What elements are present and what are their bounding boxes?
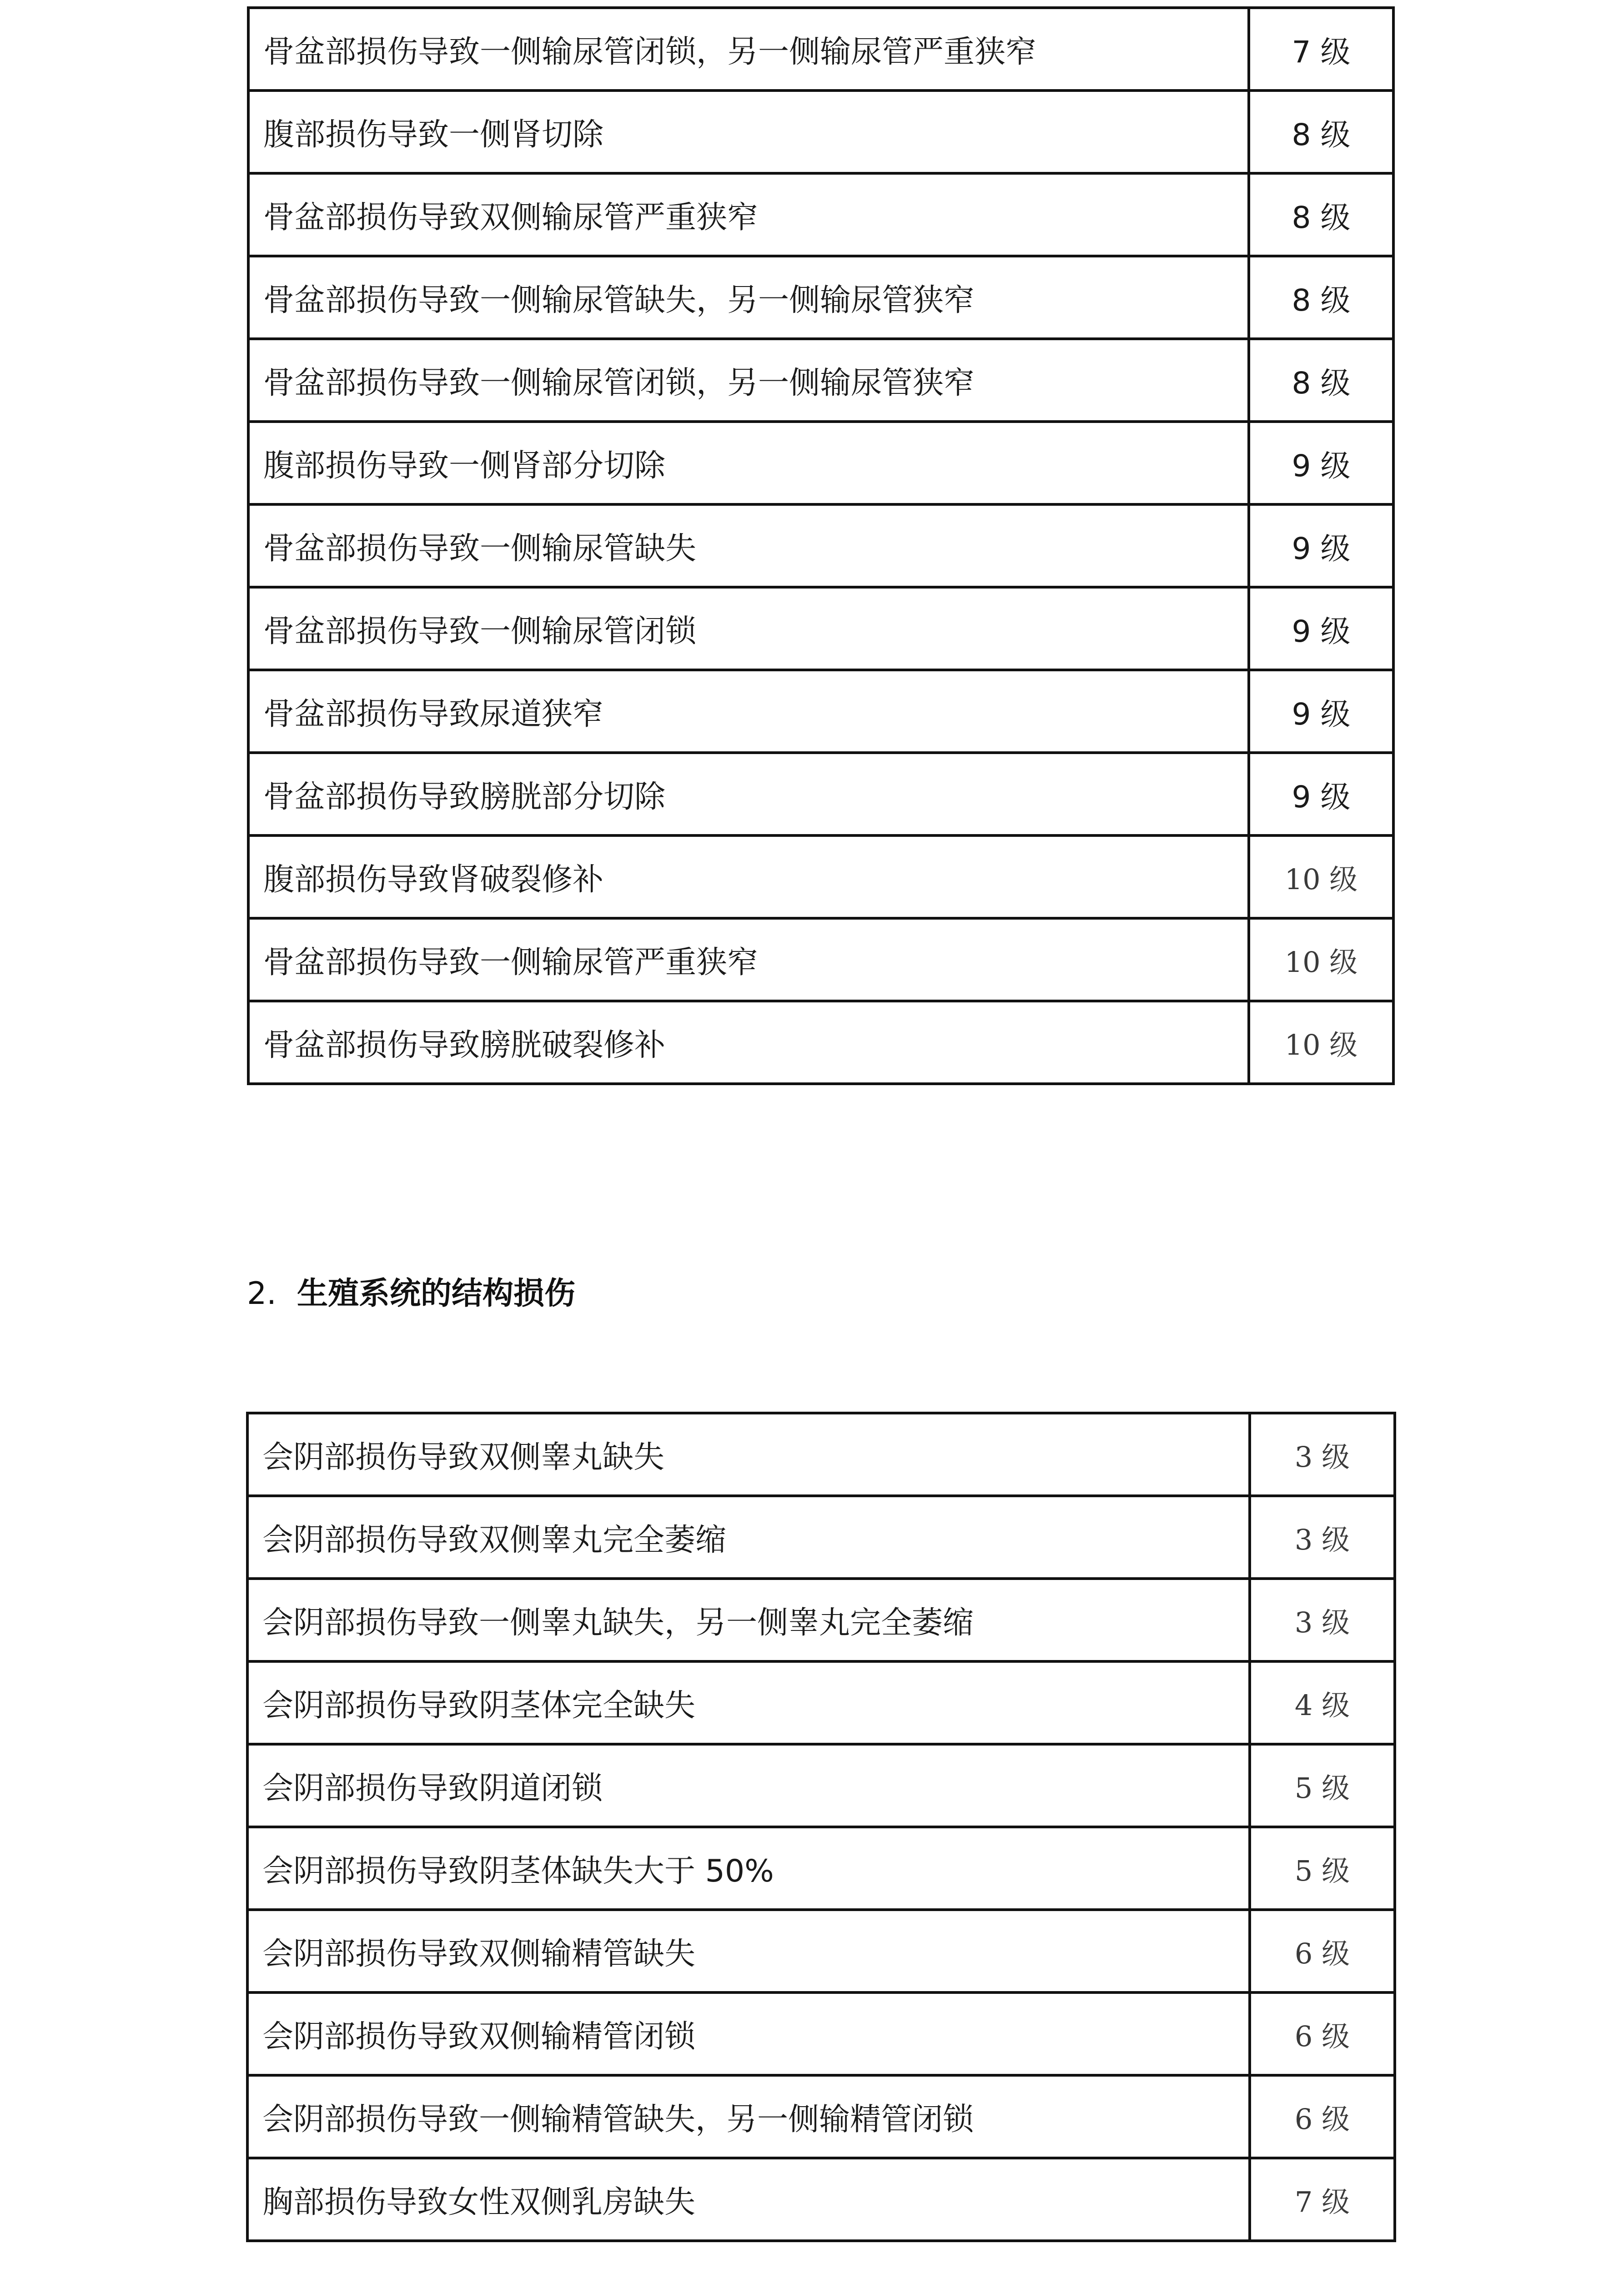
section-heading (247, 1269, 575, 1313)
injury-description: 骨盆部损伤导致一侧输尿管闭锁，另一侧输尿管严重狭窄 (248, 8, 1249, 91)
disability-grade: 6 级 (1250, 1992, 1395, 2075)
table-row (247, 1827, 1395, 1910)
injury-description: 骨盆部损伤导致一侧输尿管闭锁，另一侧输尿管狭窄 (248, 339, 1249, 422)
table-row (248, 8, 1393, 91)
table-row (248, 256, 1393, 339)
injury-description: 骨盆部损伤导致尿道狭窄 (248, 670, 1249, 753)
injury-description: 骨盆部损伤导致一侧输尿管闭锁 (248, 587, 1249, 670)
table-row (248, 670, 1393, 753)
disability-grade: 10 级 (1249, 835, 1393, 918)
injury-description: 会阴部损伤导致一侧睾丸缺失，另一侧睾丸完全萎缩 (247, 1579, 1250, 1661)
injury-description: 会阴部损伤导致一侧输精管缺失，另一侧输精管闭锁 (247, 2075, 1250, 2158)
injury-description: 骨盆部损伤导致一侧输尿管缺失 (248, 504, 1249, 587)
injury-description: 骨盆部损伤导致一侧输尿管严重狭窄 (248, 918, 1249, 1001)
disability-grade: 8 级 (1249, 256, 1393, 339)
disability-grade: 8 级 (1249, 339, 1393, 422)
table-row (247, 1661, 1395, 1744)
injury-description: 腹部损伤导致肾破裂修补 (248, 835, 1249, 918)
disability-grade: 9 级 (1249, 504, 1393, 587)
injury-description: 骨盆部损伤导致膀胱破裂修补 (248, 1001, 1249, 1084)
table-row (248, 918, 1393, 1001)
table-row (248, 422, 1393, 504)
disability-grade: 9 级 (1249, 753, 1393, 835)
injury-description: 骨盆部损伤导致膀胱部分切除 (248, 753, 1249, 835)
disability-grade: 5 级 (1250, 1827, 1395, 1910)
disability-grade: 3 级 (1250, 1496, 1395, 1579)
table-row (247, 1744, 1395, 1827)
injury-description: 会阴部损伤导致阴茎体完全缺失 (247, 1661, 1250, 1744)
disability-grade: 9 级 (1249, 587, 1393, 670)
injury-description: 腹部损伤导致一侧肾切除 (248, 91, 1249, 173)
injury-description: 腹部损伤导致一侧肾部分切除 (248, 422, 1249, 504)
table-row (248, 753, 1393, 835)
disability-grade: 7 级 (1250, 2158, 1395, 2241)
table-row (247, 2158, 1395, 2241)
injury-description: 骨盆部损伤导致一侧输尿管缺失，另一侧输尿管狭窄 (248, 256, 1249, 339)
table-row (247, 1413, 1395, 1496)
injury-description: 会阴部损伤导致双侧输精管闭锁 (247, 1992, 1250, 2075)
table-row (248, 173, 1393, 256)
table-row (248, 504, 1393, 587)
disability-grade: 9 级 (1249, 422, 1393, 504)
disability-grade: 3 级 (1250, 1413, 1395, 1496)
disability-grade: 8 级 (1249, 173, 1393, 256)
disability-grade: 7 级 (1249, 8, 1393, 91)
table-row (248, 339, 1393, 422)
table-row (247, 1579, 1395, 1661)
injury-description: 会阴部损伤导致双侧睾丸完全萎缩 (247, 1496, 1250, 1579)
section-title: 生殖系统的结构损伤 (297, 1276, 576, 1312)
table-row (247, 1910, 1395, 1992)
disability-grade: 8 级 (1249, 91, 1393, 173)
table-row (248, 835, 1393, 918)
reproductive-injury-grade-table (246, 1412, 1396, 2242)
table-row (247, 1496, 1395, 1579)
disability-grade: 10 级 (1249, 1001, 1393, 1084)
disability-grade: 10 级 (1249, 918, 1393, 1001)
injury-description: 骨盆部损伤导致双侧输尿管严重狭窄 (248, 173, 1249, 256)
disability-grade: 6 级 (1250, 1910, 1395, 1992)
injury-description: 会阴部损伤导致阴道闭锁 (247, 1744, 1250, 1827)
disability-grade: 3 级 (1250, 1579, 1395, 1661)
injury-description: 会阴部损伤导致阴茎体缺失大于 50% (247, 1827, 1250, 1910)
urinary-injury-grade-table (247, 6, 1395, 1085)
table-row (247, 2075, 1395, 2158)
table-row (248, 587, 1393, 670)
disability-grade: 9 级 (1249, 670, 1393, 753)
table-row (248, 91, 1393, 173)
injury-description: 胸部损伤导致女性双侧乳房缺失 (247, 2158, 1250, 2241)
disability-grade: 6 级 (1250, 2075, 1395, 2158)
injury-description: 会阴部损伤导致双侧输精管缺失 (247, 1910, 1250, 1992)
injury-description: 会阴部损伤导致双侧睾丸缺失 (247, 1413, 1250, 1496)
disability-grade: 4 级 (1250, 1661, 1395, 1744)
section-number: 2. (247, 1276, 277, 1312)
disability-grade: 5 级 (1250, 1744, 1395, 1827)
table-row (248, 1001, 1393, 1084)
table-row (247, 1992, 1395, 2075)
